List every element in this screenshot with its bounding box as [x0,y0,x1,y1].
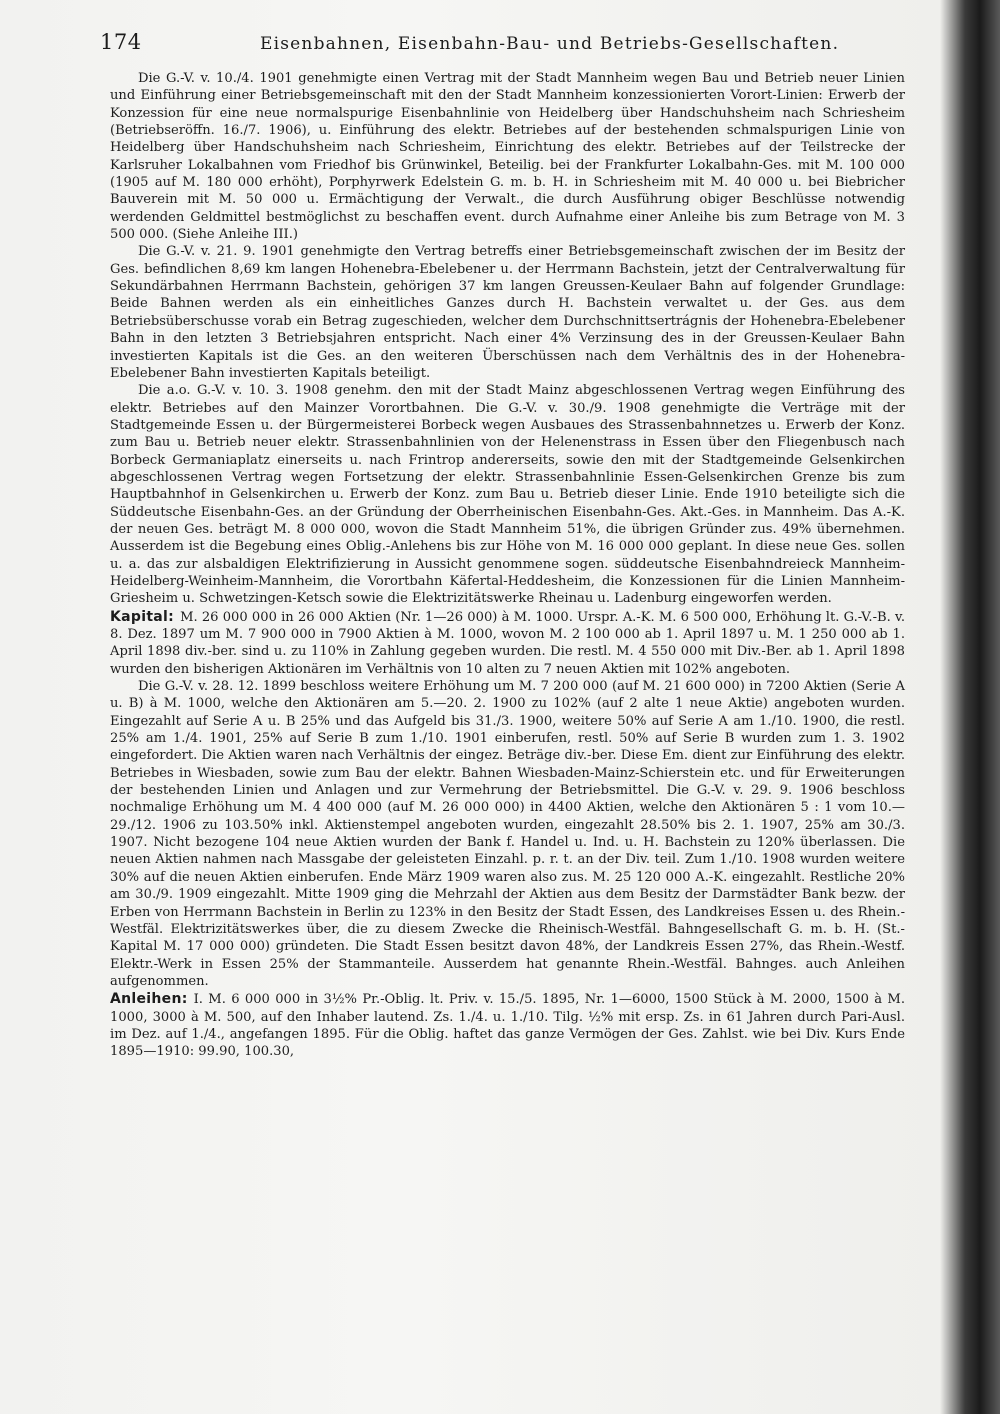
paragraph: Die a.o. G.-V. v. 10. 3. 1908 genehm. den mit der Stadt Mainz abgeschlossenen Vertrag wegen Einführung des elektr. Betriebes auf den Mainzer Vorortbahnen. Die G.-V. v. 30./9. 1908 genehmigte die Verträge mit der Stadtgemeinde Essen u. der Bürgermeisterei Borbeck wegen Ausbaues des Strassenbahnnetzes u. Erwerb der Konz. zum Bau u. Betrieb neuer elektr. Strassenbahnlinien von der Helenenstrass in Essen über den Fliegenbusch nach Borbeck Germaniaplatz einerseits u. nach Frintrop andererseits, sowie den mit der Stadtgemeinde Gelsenkirchen abgeschlossenen Vertrag wegen Fortsetzung der elektr. Strassenbahnlinie Essen-Gelsenkirchen Grenze bis zum Hauptbahnhof in Gelsenkirchen u. Erwerb der Konz. zum Bau u. Betrieb dieser Linie. Ende 1910 beteiligte sich die Süddeutsche Eisenbahn-Ges. an der Gründung der Oberrheinischen Eisenbahn-Ges. Akt.-Ges. in Mannheim. Das A.-K. der neuen Ges. beträgt M. 8 000 000, wovon die Stadt Mannheim 51%, die übrigen Gründer zus. 49% übernehmen. Ausserdem ist die Begebung eines Oblig.-Anlehens bis zur Höhe von M. 16 000 000 geplant. In diese neue Ges. sollen u. a. das zur alsbaldigen Elektrifizierung in Aussicht genommene sogen. süddeutsche Eisenbahndreieck Mannheim-Heidelberg-Weinheim-Mannheim, die Vorortbahn Käfertal-Heddesheim, die Konzessionen für die Linien Mannheim-Griesheim u. Schwetzingen-Ketsch sowie die Elektrizitätswerke Rheinau u. Ladenburg eingeworfen werden. [110,383,905,607]
anleihen-label: Anleihen: [110,991,188,1008]
anleihen-text: I. M. 6 000 000 in 3½% Pr.-Oblig. lt. Priv. v. 15./5. 1895, Nr. 1—6000, 1500 Stück à M. 2000, 1500 à M. 1000, 3000 à M. 500, auf den Inhaber lautend. Zs. 1./4. u. 1./10. Tilg. ½% mit ersp. Zs. in 61 Jahren durch Pari-Ausl. im Dez. auf 1./4., angefangen 1895. Für die Oblig. haftet das ganze Vermögen der Ges. Zahlst. wie bei Div. Kurs Ende 1895—1910: 99.90, 100.30, [110,992,905,1060]
body-text [110,70,905,1061]
kapital-text: M. 26 000 000 in 26 000 Aktien (Nr. 1—26 000) à M. 1000. Urspr. A.-K. M. 6 500 000, Erhöhung lt. G.-V.-B. v. 8. Dez. 1897 um M. 7 900 000 in 7900 Aktien à M. 1000, wovon M. 2 100 000 ab 1. April 1897 u. M. 1 250 000 ab 1. April 1898 div.-ber. sind u. zu 110% in Zahlung gegeben wurden. Die restl. M. 4 550 000 mit Div.-Ber. ab 1. April 1898 wurden den bisherigen Aktionären im Verhältnis von 10 alten zu 7 neuen Aktien mit 102% angeboten. [110,609,905,677]
page-number: 174 [100,30,142,54]
kapital-section [110,609,905,678]
paragraph: Die G.-V. v. 21. 9. 1901 genehmigte den Vertrag betreffs einer Betriebsgemeinschaft zwischen der im Besitz der Ges. befindlichen 8,69 km langen Hohenebra-Ebelebener u. der Herrmann Bachstein, jetzt der Centralverwaltung für Sekundärbahnen Herrmann Bachstein, gehörigen 37 km langen Greussen-Keulaer Bahn auf folgender Grundlage: Beide Bahnen werden als ein einheitliches Ganzes durch H. Bachstein verwaltet u. der Ges. aus dem Betriebsüberschusse vorab ein Betrag zugeschieden, welcher dem Durchschnittsertrágnis der Hohenebra-Ebelebener Bahn in den letzten 3 Betriebsjahren entspricht. Nach einer 4% Verzinsung des in der Greussen-Keulaer Bahn investierten Kapitals ist die Ges. an den weiteren Überschüssen nach dem Verhältnis des in der Hohenebra-Ebelebener Bahn investierten Kapitals beteiligt. [110,244,905,381]
paragraph: Die G.-V. v. 10./4. 1901 genehmigte einen Vertrag mit der Stadt Mannheim wegen Bau und Betrieb neuer Linien und Einführung einer Betriebsgemeinschaft mit den der Stadt Mannheim konzessionierten Vorort-Linien: Erwerb der Konzession für eine neue normalspurige Eisenbahnlinie von Heidelberg über Handschuhsheim nach Schriesheim (Betriebseröffn. 16./7. 1906), u. Einführung des elektr. Betriebes auf der bestehenden schmalspurigen Linie von Heidelberg über Handschuhsheim nach Schriesheim, Einrichtung des elektr. Betriebes auf der Teilstrecke der Karlsruher Lokalbahnen vom Friedhof bis Grünwinkel, Beteilig. bei der Frankfurter Lokalbahn-Ges. mit M. 100 000 (1905 auf M. 180 000 erhöht), Porphyrwerk Edelstein G. m. b. H. in Schriesheim mit M. 40 000 u. bei Biebricher Bauverein mit M. 50 000 u. Ermächtigung der Verwalt., die durch Ausführung obiger Beschlüsse notwendig werdenden Geldmittel bestmöglichst zu beschaffen event. durch Aufnahme einer Anleihe bis zum Betrage von M. 3 500 000. (Siehe Anleihe III.) [110,71,905,243]
running-head: Eisenbahnen, Eisenbahn-Bau- und Betriebs-Gesellschaften. [260,34,840,54]
kapital-label: Kapital: [110,608,175,625]
page-header [100,30,910,60]
paragraph: Die G.-V. v. 28. 12. 1899 beschloss weitere Erhöhung um M. 7 200 000 (auf M. 21 600 000) in 7200 Aktien (Serie A u. B) à M. 1000, welche den Aktionären am 5.—20. 2. 1900 zu 102% (auf 2 alte 1 neue Aktie) angeboten wurden. Eingezahlt auf Serie A u. B 25% und das Aufgeld bis 31./3. 1900, weitere 50% auf Serie A am 1./10. 1900, die restl. 25% am 1./4. 1901, 25% auf Serie B zum 1./10. 1901 einberufen, restl. 50% auf Serie B wurden zum 1. 3. 1902 eingefordert. Die Aktien waren nach Verhältnis der eingez. Beträge div.-ber. Diese Em. dient zur Einführung des elektr. Betriebes in Wiesbaden, sowie zum Bau der elektr. Bahnen Wiesbaden-Mainz-Schierstein etc. und für Erweiterungen der bestehenden Linien und Anlagen und zur Vermehrung der Betriebsmittel. Die G.-V. v. 29. 9. 1906 beschloss nochmalige Erhöhung um M. 4 400 000 (auf M. 26 000 000) in 4400 Aktien, welche den Aktionären 5 : 1 vom 10.—29./12. 1906 zu 103.50% inkl. Aktienstempel angeboten wurden, eingezahlt 28.50% bis 2. 1. 1907, 25% am 30./3. 1907. Nicht bezogene 104 neue Aktien wurden der Bank f. Handel u. Ind. u. H. Bachstein zu 120% überlassen. Die neuen Aktien nahmen nach Massgabe der geleisteten Einzahl. p. r. t. an der Div. teil. Zum 1./10. 1908 wurden weitere 30% auf die neuen Aktien einberufen. Ende März 1909 waren also zus. M. 25 120 000 A.-K. eingezahlt. Restliche 20% am 30./9. 1909 eingezahlt. Mitte 1909 ging die Mehrzahl der Aktien aus dem Besitz der Darmstädter Bank bezw. der Erben von Herrmann Bachstein in Berlin zu 123% in den Besitz der Stadt Essen, des Landkreises Essen u. des Rhein.-Westfäl. Elektrizitätswerkes über, die zu diesem Zwecke die Rheinisch-Westfäl. Bahngesellschaft G. m. b. H. (St.-Kapital M. 17 000 000) gründeten. Die Stadt Essen besitzt davon 48%, der Landkreis Essen 27%, das Rhein.-Westf. Elektr.-Werk in Essen 25% der Stammanteile. Ausserdem hat genannte Rhein.-Westfäl. Bahnges. auch Anleihen aufgenommen. [110,679,905,989]
anleihen-section [110,991,905,1060]
